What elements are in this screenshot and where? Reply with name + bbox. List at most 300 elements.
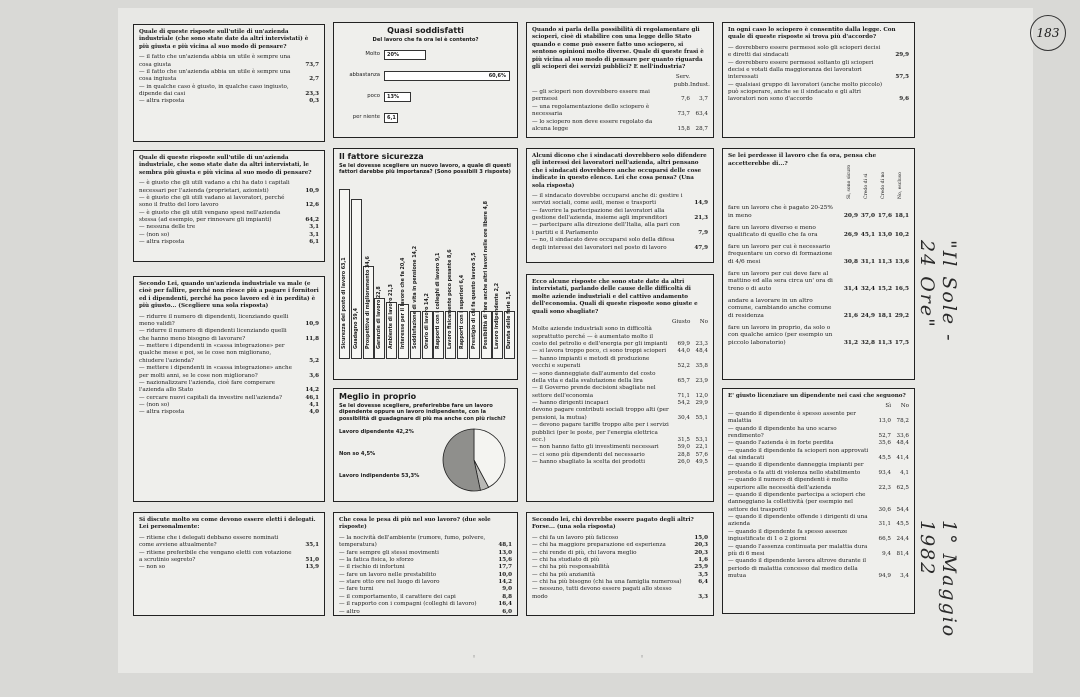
answer-row <box>728 558 909 580</box>
answer-row <box>532 407 708 422</box>
chart-bar <box>363 256 374 359</box>
answer-value: 54,4 <box>896 506 909 513</box>
column-header <box>858 173 875 205</box>
answer-row <box>139 210 319 225</box>
answer-text: — non so <box>139 564 165 571</box>
answer-row <box>532 385 708 400</box>
question-text: Secondo Lei, quando un'azienda industriale va male (e cioè per fallire, perché non riesce più a pagare i fornitori ed i dipendenti, perché ha poco lavoro ed è in perdita) è più giusto... (Scegliere una sola risposta) <box>139 281 319 310</box>
pie-chart <box>439 425 509 495</box>
answer-text: — quando l'azienda è in forte perdita <box>728 440 834 447</box>
answer-value: 26,9 <box>843 232 858 239</box>
answer-row <box>532 459 708 466</box>
answer-row <box>139 314 319 329</box>
answer-value: 5,2 <box>309 357 319 364</box>
column-header: No <box>699 318 708 325</box>
chart-bar-label <box>366 256 372 349</box>
answer-value: 17,5 <box>894 339 909 346</box>
answer-text: — (non so) <box>139 231 170 238</box>
chart-slice-label: Lavoro indipendente 53,3% <box>339 473 420 480</box>
answer-value: 15,2 <box>877 286 892 293</box>
chart-data-label: 14,2 <box>424 293 430 305</box>
chart-bar-label <box>413 246 419 349</box>
answer-row <box>728 225 909 240</box>
answer-text: — chi ha studiato di più <box>532 556 600 563</box>
answer-value: 28,8 <box>677 451 690 458</box>
chart-category-label: Orario di lavoro <box>424 306 430 349</box>
answer-row <box>728 492 909 514</box>
answer-value: 35,8 <box>695 363 708 370</box>
answer-row <box>728 544 909 559</box>
answer-value: 16,4 <box>498 601 512 608</box>
answer-value: 48,4 <box>896 440 909 447</box>
answer-text: — altra risposta <box>139 98 185 105</box>
answer-text: — devono pagare tariffe troppo alte per i servizi pubblici (per le poste, per l'energia elettrica ecc.) <box>532 422 669 443</box>
chart-data-label: 34,6 <box>365 256 371 268</box>
answer-text: — la nocività dell'ambiente (rumore, fumo, polvere, temperatura) <box>339 534 486 549</box>
answer-value: 11,3 <box>877 339 892 346</box>
answer-row <box>532 579 708 586</box>
chart-bar <box>492 282 503 359</box>
chart-category-label: Durata delle ferie <box>507 301 513 349</box>
answer-text: — fare turni <box>339 586 374 593</box>
answer-row <box>532 444 708 451</box>
question-text: Alcuni dicono che i sindacati dovrebbero solo difendere gli interessi dei lavoratori nell'azienda, altri pensano che i sindacati dovrebbero anche occuparsi delle cose indicate in questo elenco. Lei che cosa pensa? (Una sola risposta) <box>532 153 707 189</box>
chart-title: Meglio in proprio <box>339 392 417 401</box>
answer-row <box>532 193 708 208</box>
answer-text: fare un lavoro diverso e meno qualificato di quello che fa ora <box>728 224 818 239</box>
answer-row <box>139 402 319 409</box>
answer-text: — quando il dipendente danneggia impianti per protesta o fa atti di violenza nello stabilimento <box>728 462 864 476</box>
answer-text: — ci sono più dipendenti del necessario <box>532 451 645 458</box>
answer-text: — quando il numero di dipendenti è molto superiore alle necessità dell'azienda <box>728 477 848 491</box>
answer-row <box>532 326 708 348</box>
survey-box-profit-fairness <box>133 24 325 142</box>
chart-subtitle: Se lei dovesse scegliere un nuovo lavoro, a quale di questi fattori darebbe più importanza? (Sono possibili 3 risposte) <box>339 162 511 176</box>
chart-bar <box>469 252 480 359</box>
answer-value: 24,9 <box>860 312 875 319</box>
answer-text: — mettere i dipendenti in «cassa integrazione» per qualche mese e poi, se le cose non migliorano, chiudere l'azienda? <box>139 343 285 364</box>
chart-data-label: 13% <box>387 94 399 101</box>
answer-row <box>339 601 512 608</box>
answer-value: 31,5 <box>677 436 690 443</box>
answer-value: 4,0 <box>309 409 319 416</box>
answer-text: — la fatica fisica, lo sforzo <box>339 556 414 563</box>
answer-text: — mettere i dipendenti in «cassa integrazione» anche per molti anni, se le cose non migliorano? <box>139 365 292 379</box>
answer-value: 3,5 <box>698 571 708 578</box>
chart-quasi-soddisfatti <box>333 22 518 138</box>
answer-text: — il sindacato dovrebbe occuparsi anche di: gestire i servizi sociali, come asili, mense e trasporti <box>532 192 683 207</box>
chart-bar <box>422 293 433 359</box>
answer-value: 73,7 <box>305 61 319 68</box>
chart-bar <box>481 200 492 359</box>
answer-text: — quando il dipendente ha uno scarso rendimento? <box>728 425 837 439</box>
survey-box-dismissal-cases <box>722 388 915 614</box>
chart-category-label: Rapporti con i colleghi di lavoro <box>436 262 442 349</box>
answer-text: andare a lavorare in un altro comune, cambiando anche comune di residenza <box>728 297 832 319</box>
answer-text: — favorire la partecipazione dei lavoratori alla gestione dell'azienda, insieme agli imprenditori <box>532 207 668 221</box>
answer-row <box>339 586 512 593</box>
column-header <box>892 173 909 205</box>
answer-row <box>139 180 319 195</box>
survey-box-who-paid-more <box>526 512 714 616</box>
chart-bar <box>504 291 515 359</box>
answer-row <box>532 104 708 119</box>
answer-text: — quando il dipendente fa spesso assenze ingiustificate di 1 o 2 giorni <box>728 528 848 543</box>
answer-value: 11,3 <box>877 259 892 266</box>
answer-row <box>139 98 319 105</box>
chart-slice-label: Lavoro dipendente 42,2% <box>339 429 414 436</box>
chart-category-label: Guadagno <box>353 321 359 349</box>
answer-row <box>728 529 909 544</box>
answer-value: 10,2 <box>894 232 909 239</box>
answer-value: 10,9 <box>305 320 319 327</box>
answer-row <box>139 195 319 210</box>
chart-data-label: 5,5 <box>471 252 477 261</box>
chart-data-label: 9,1 <box>436 252 442 262</box>
answer-text: — nazionalizzare l'azienda, cioè fare comperare l'azienda allo Stato <box>139 379 275 394</box>
answer-row <box>728 448 909 463</box>
answer-value: 64,2 <box>305 217 319 223</box>
answer-value: 44,0 <box>677 348 690 355</box>
answer-value: 21,3 <box>694 215 708 221</box>
chart-data-label: 60,6% <box>488 73 507 80</box>
answer-value: 41,4 <box>896 455 909 461</box>
answer-value: 35,6 <box>878 440 891 447</box>
answer-text: — qualsiasi gruppo di lavoratori (anche molto piccolo) può scioperare, anche se il sindacato e gli altri lavoratori non sono d'accordo <box>728 81 883 103</box>
answer-value: 3,7 <box>699 96 708 103</box>
answer-text: — hanno dirigenti incapaci <box>532 400 609 406</box>
answer-value: 15,6 <box>498 556 512 563</box>
answer-value: 25,9 <box>694 564 708 571</box>
chart-bar <box>457 274 468 359</box>
question-text: Quando si parla della possibilità di regolamentare gli scioperi, cioè di stabilire con una legge dello Stato quando e come può essere fatto uno sciopero, si sentono opinioni molto diverse. Quale di queste frasi è più vicina al suo modo di pensare per quanto riguarda gli scioperi dei servizi pubblici? E nell'industria? <box>532 27 704 70</box>
page-number-stamp: 183 <box>1030 15 1066 51</box>
answer-value: 23,3 <box>695 341 708 347</box>
chart-category-label: per niente <box>352 114 380 121</box>
answer-row <box>532 542 708 549</box>
chart-bar <box>433 252 444 359</box>
answer-value: 18,1 <box>877 312 892 319</box>
answer-row <box>728 271 909 294</box>
column-header-text: Credo di sì <box>864 173 869 200</box>
answer-row <box>728 82 909 104</box>
answer-value: 9,6 <box>899 96 909 103</box>
answer-value: 29,9 <box>695 400 708 406</box>
answer-value: 52,2 <box>677 363 690 370</box>
survey-box-company-crisis <box>133 276 325 502</box>
answer-value: 78,2 <box>896 418 909 425</box>
chart-bar-label <box>401 258 407 349</box>
answer-row <box>139 69 319 84</box>
answer-text: — altra risposta <box>139 239 185 246</box>
answer-value: 13,0 <box>498 549 512 556</box>
chart-data-label: 14,2 <box>412 245 418 258</box>
answer-text: — altro <box>339 608 360 615</box>
answer-row <box>532 208 708 223</box>
chart-bar-label <box>460 275 466 349</box>
answer-row <box>728 45 909 60</box>
answer-row <box>728 244 909 267</box>
answer-value: 81,4 <box>896 550 909 557</box>
answer-row <box>139 54 319 69</box>
answer-value: 29,2 <box>894 312 909 319</box>
answer-text: — chi fa un lavoro più faticoso <box>532 534 619 541</box>
answer-row <box>532 356 708 371</box>
answer-text: — chi ha più responsabilità <box>532 564 610 571</box>
answer-text: — chi rende di più, chi lavora meglio <box>532 549 637 556</box>
answer-row <box>728 426 909 441</box>
answer-row <box>728 60 909 82</box>
answer-text: — gli scioperi non dovrebbero essere mai permessi <box>532 89 650 103</box>
answer-value: 22,1 <box>695 444 708 451</box>
column-header: No <box>900 403 909 410</box>
answer-value: 0,3 <box>309 98 319 105</box>
answer-value: 59,0 <box>677 444 690 451</box>
answer-value: 35,1 <box>305 542 319 549</box>
answer-value: 10,9 <box>305 187 319 194</box>
answer-text: — non hanno fatto gli investimenti necessari <box>532 444 659 451</box>
answer-value: 52,7 <box>878 432 891 439</box>
question-text: Quale di queste risposte sull'utile di un'azienda industriale (che sono state date da altri intervistati) è più giusta e più vicina al suo modo di pensare? <box>139 29 309 50</box>
answer-text: Molte aziende industriali sono in difficoltà soprattutto perché — è aumentato molto il costo del petrolio e dell'energia per gli impianti <box>532 326 668 347</box>
answer-row <box>728 440 909 447</box>
chart-bar <box>351 199 362 359</box>
handwritten-date <box>916 520 960 640</box>
answer-value: 45,5 <box>896 521 909 528</box>
answer-row <box>532 572 708 579</box>
answer-value: 14,9 <box>694 200 708 207</box>
answer-value: 21,6 <box>843 312 858 319</box>
survey-box-company-difficulties <box>526 274 714 502</box>
chart-category-label: poco <box>367 93 380 100</box>
answer-value: 45,1 <box>860 232 875 239</box>
answer-value: 33,6 <box>896 432 909 439</box>
answer-row <box>728 514 909 529</box>
answer-value: 15,0 <box>694 534 708 541</box>
answer-value: 9,0 <box>502 586 512 593</box>
chart-bar-label <box>342 257 348 349</box>
answer-row <box>532 550 708 557</box>
answer-value: 15,8 <box>677 125 690 132</box>
chart-category-label: Prospettive di miglioramento <box>365 269 371 349</box>
answer-value: 16,5 <box>894 286 909 293</box>
answer-row <box>728 411 909 426</box>
answer-row <box>339 579 512 586</box>
chart-data-label: 22,8 <box>377 286 383 298</box>
chart-title: Quasi soddisfatti <box>387 26 464 35</box>
column-header <box>875 173 892 205</box>
chart-bar-label <box>377 286 383 349</box>
answer-value: 32,4 <box>860 286 875 293</box>
answer-value: 49,5 <box>695 459 708 465</box>
answer-row <box>532 586 708 601</box>
chart-bar <box>384 71 510 81</box>
chart-category-label: Lavoro fisicamente poco pesante <box>448 259 454 349</box>
chart-category-label: Interesse per il lavoro che fa <box>401 271 406 349</box>
answer-text: — chi ha più anzianità <box>532 571 596 578</box>
answer-text: — quando il dipendente è spesso assente per malattia <box>728 410 856 425</box>
answer-row <box>139 409 319 416</box>
answer-value: 73,7 <box>677 111 690 118</box>
answer-text: — altra risposta <box>139 409 185 416</box>
answer-text: — ritiene preferibile che vengano eletti con votazione a scrutinio segreto? <box>139 549 292 563</box>
survey-box-strike-regulation <box>526 22 714 138</box>
chart-category-label: Soddisfazione di vita in pensione <box>412 259 418 349</box>
answer-value: 57,6 <box>695 451 708 458</box>
column-header <box>841 165 858 205</box>
chart-data-label: 6,4 <box>460 274 465 284</box>
chart-bar-label <box>354 308 360 349</box>
answer-value: 31,2 <box>843 339 858 346</box>
chart-bar-label <box>436 253 442 349</box>
answer-text: — dovrebbero essere permessi solo gli scioperi decisi e diretti dai sindacati <box>728 44 881 59</box>
chart-bar <box>384 50 426 60</box>
column-headers <box>728 403 909 410</box>
chart-data-label: 59,4 <box>353 308 359 320</box>
chart-fattore-sicurezza <box>333 148 518 380</box>
answer-row <box>339 550 512 557</box>
answer-text: — ridurre il numero di dipendenti licenziando quelli che hanno meno bisogno di lavorare? <box>139 328 287 342</box>
answer-text: — quando il dipendente lavora altrove durante il periodo di malattia concesso dal medico della mutua <box>728 558 867 579</box>
answer-value: 57,5 <box>895 74 909 81</box>
answer-row <box>532 371 708 386</box>
question-text: Ecco alcune risposte che sono state date da altri intervistati, parlando delle cause delle difficoltà di molte aziende industriali e del cattivo andamento dell'economia. Quali di queste risposte sono giuste e quali sono sbagliate? <box>532 279 698 315</box>
answer-value: 20,3 <box>694 549 708 556</box>
answer-text: — no, il sindacato deve occuparsi solo della difesa degli interessi dei lavoratori nel posto di lavoro <box>532 237 675 251</box>
answer-row <box>139 239 319 246</box>
survey-box-job-acceptance <box>722 148 915 380</box>
answer-text: — nessuno, tutti devono essere pagati allo stesso modo <box>532 586 672 600</box>
answer-text: — quando il dipendente offende i dirigenti di una azienda <box>728 514 868 528</box>
chart-bar-label <box>472 252 478 349</box>
chart-data-label: 8,6 <box>448 249 454 258</box>
answer-value: 9,4 <box>882 550 891 557</box>
answer-value: 30,4 <box>677 414 690 421</box>
survey-box-delegates-election <box>133 512 325 616</box>
chart-category-label: Sicurezza del posto di lavoro <box>342 270 347 349</box>
chart-data-label: 20% <box>387 52 399 59</box>
question-text: In ogni caso lo sciopero è consentito dalla legge. Con quale di queste risposte si trova più d'accordo? <box>728 27 896 41</box>
answer-value: 12,6 <box>305 202 319 209</box>
answer-value: 47,9 <box>694 244 708 251</box>
answer-value: 4,1 <box>900 469 909 476</box>
answer-row <box>728 477 909 492</box>
answer-row <box>139 564 319 571</box>
answer-value: 2,7 <box>309 76 319 83</box>
answer-text: — hanno sbagliato la scelta dei prodotti <box>532 459 646 465</box>
answer-row <box>139 232 319 239</box>
column-header: Serv. pubb. <box>673 74 690 88</box>
answer-value: 48,1 <box>498 542 512 549</box>
column-header: Sì <box>885 403 891 410</box>
answer-value: 6,4 <box>698 579 708 585</box>
answer-value: 51,0 <box>305 556 319 563</box>
answer-row <box>532 237 708 252</box>
answer-value: 13,6 <box>894 259 909 266</box>
chart-bar-label <box>495 283 501 349</box>
answer-value: 3,4 <box>900 573 909 579</box>
answer-row <box>532 422 708 444</box>
chart-data-label: 1,5 <box>507 291 513 300</box>
chart-bar <box>339 189 350 359</box>
answer-value: 32,8 <box>860 339 875 346</box>
answer-value: 71,1 <box>677 392 690 399</box>
answer-row <box>532 222 708 237</box>
answer-value: 8,8 <box>502 593 512 600</box>
chart-category-label: Molto <box>365 51 380 58</box>
answer-value: 17,7 <box>498 564 512 571</box>
chart-category-label: Ambiente di lavoro <box>389 297 395 349</box>
answer-text: — fare sempre gli stessi movimenti <box>339 549 439 556</box>
answer-value: 30,6 <box>878 506 891 513</box>
answer-text: — nessuna delle tre <box>139 224 196 231</box>
answer-row <box>139 380 319 395</box>
answer-value: 20,3 <box>694 542 708 549</box>
answer-value: 17,6 <box>877 212 892 219</box>
answer-value: 20,9 <box>843 212 858 219</box>
answer-text: — dovrebbero essere permessi soltanto gli scioperi decisi e votati dalla maggioranza dei lavoratori interessati <box>728 59 874 81</box>
answer-row <box>532 119 708 134</box>
answer-text: — partecipare alla direzione dell'Italia, alla pari con i partiti e il Parlamento <box>532 222 680 236</box>
column-header-text: Sì, sono sicuro <box>847 165 852 200</box>
answer-row <box>339 557 512 564</box>
answer-text: — è giusto che gli utili vengano spesi nell'azienda stessa (ad esempio, per rinnovare gli impianti) <box>139 209 281 223</box>
question-text: Che cosa le pesa di più nel suo lavoro? (due sole risposte) <box>339 517 491 531</box>
answer-text: fare un lavoro per cui deve fare al mattino ed alla sera circa un' ora di treno o di auto <box>728 270 833 293</box>
answer-text: — il rapporto con i compagni (colleghi di lavoro) <box>339 601 477 608</box>
answer-value: 46,1 <box>305 394 319 401</box>
chart-bar <box>384 113 398 123</box>
chart-bar <box>410 245 421 359</box>
registration-mark: ◦ <box>640 653 645 661</box>
answer-value: 37,0 <box>860 212 875 219</box>
survey-box-union-role <box>526 148 714 263</box>
answer-text: — ritiene che i delegati debbano essere nominati come avviene attualmente? <box>139 534 279 549</box>
chart-bar-label <box>507 291 513 349</box>
answer-row <box>532 89 708 104</box>
chart-subtitle: Del lavoro che fa ora lei è contento? <box>372 36 479 43</box>
answer-text: — chi ha più bisogno (chi ha una famiglia numerosa) <box>532 579 682 585</box>
answer-text: — (non so) <box>139 402 170 408</box>
answer-value: 22,3 <box>878 484 891 491</box>
answer-value: 1,6 <box>698 556 708 563</box>
answer-value: 14,2 <box>305 387 319 394</box>
answer-text: — chi ha maggiore preparazione ed esperienza <box>532 542 666 549</box>
answer-row <box>139 365 319 380</box>
chart-bar <box>445 249 456 359</box>
question-text: Secondo lei, chi dovrebbe essere pagato degli altri? Forse... (una sola risposta) <box>532 517 694 531</box>
answer-text: — sono danneggiate dall'aumento del costo della vita e dalla svalutazione della lira <box>532 370 656 384</box>
answer-row <box>139 84 319 99</box>
answer-value: 66,5 <box>878 536 891 543</box>
answer-value: 7,9 <box>698 229 708 236</box>
survey-box-strike-agreement <box>722 22 915 138</box>
question-text: Quale di queste risposte sull'utile di un'azienda industriale, che sono state date da altri intervistati, le sembra più giusta e più vicina al suo modo di pensare? <box>139 155 312 176</box>
chart-category-label: Garanzie di lavoro <box>377 299 383 349</box>
chart-category-label: Rapporti con i superiori <box>460 285 465 349</box>
chart-bar <box>386 284 397 359</box>
chart-data-label: 20,4 <box>401 257 406 270</box>
chart-area <box>339 425 512 495</box>
answer-row <box>532 535 708 542</box>
chart-bar <box>384 92 411 102</box>
chart-bar <box>398 257 409 359</box>
answer-row <box>532 348 708 355</box>
answer-row <box>339 564 512 571</box>
answer-value: 23,3 <box>305 91 319 97</box>
handwritten-source <box>916 240 960 360</box>
answer-value: 31,1 <box>878 521 891 528</box>
